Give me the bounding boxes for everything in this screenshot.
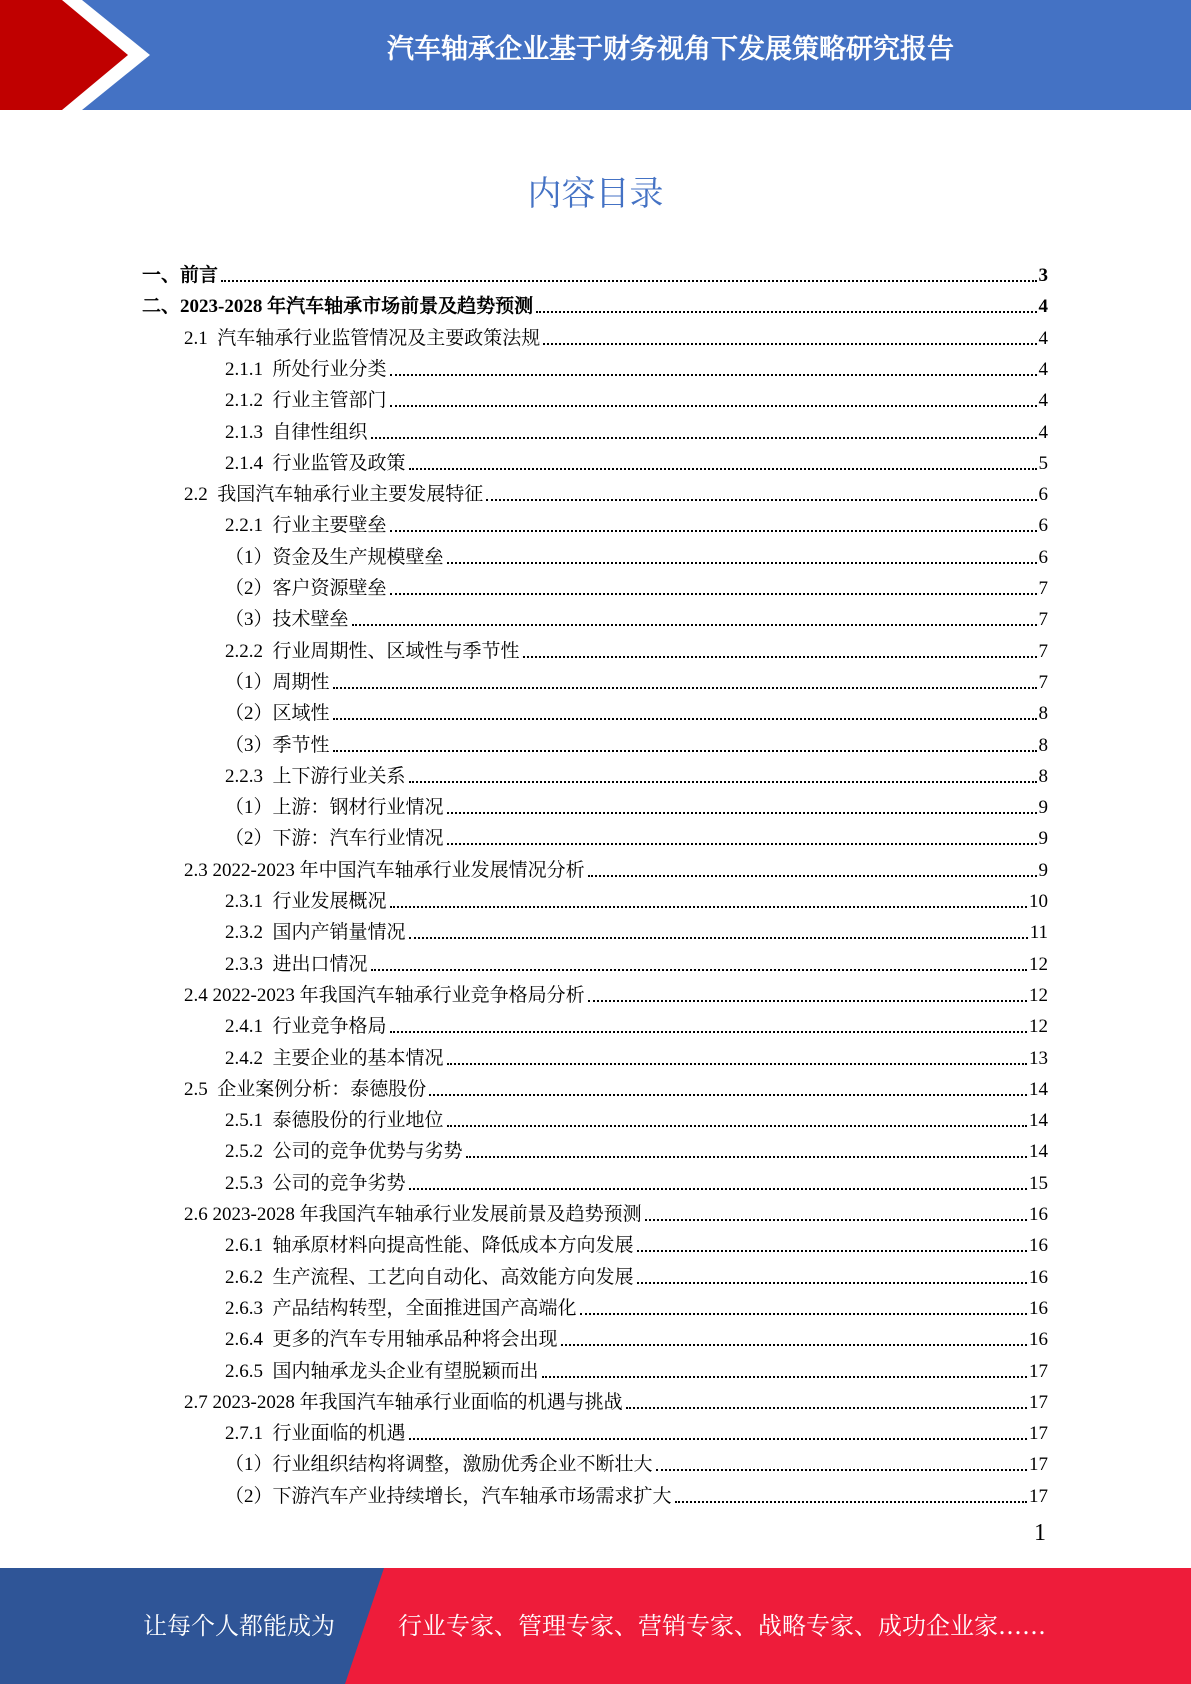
toc-dot-leader [561, 1344, 1027, 1346]
toc-dot-leader [543, 343, 1036, 345]
toc-entry[interactable] [184, 319, 1048, 350]
toc-entry-title: （1）资金及生产规模壁垒 [225, 546, 444, 568]
footer-slogan-right: 行业专家、管理专家、营销专家、战略专家、成功企业家…… [398, 1612, 1046, 1640]
toc-entry-title: 2.5.3 公司的竞争劣势 [225, 1172, 406, 1194]
toc-entry-page: 8 [1038, 765, 1048, 787]
toc-entry-page: 8 [1038, 734, 1048, 756]
toc-entry-title: 2.6.2 生产流程、工艺向自动化、高效能方向发展 [225, 1266, 634, 1288]
toc-dot-leader [645, 1219, 1027, 1221]
toc-dot-leader [409, 1188, 1027, 1190]
toc-entry-title: （1）周期性 [225, 671, 330, 693]
toc-dot-leader [637, 1282, 1027, 1284]
toc-entry[interactable] [225, 882, 1048, 913]
toc-entry-page: 7 [1038, 609, 1048, 631]
toc-entry-page: 17 [1029, 1454, 1048, 1476]
toc-entry-title: 2.6 2023-2028 年我国汽车轴承行业发展前景及趋势预测 [184, 1204, 642, 1225]
toc-entry-page: 4 [1038, 327, 1048, 349]
toc-dot-leader [409, 468, 1037, 470]
toc-entry[interactable] [225, 1226, 1048, 1257]
toc-entry-title: 2.2.3 上下游行业关系 [225, 765, 406, 787]
toc-entry[interactable] [225, 1445, 1048, 1476]
header-title: 汽车轴承企业基于财务视角下发展策略研究报告 [387, 34, 954, 65]
toc-entry-page: 16 [1029, 1204, 1048, 1225]
toc-entry[interactable] [225, 1258, 1048, 1289]
toc-dot-leader [542, 1376, 1027, 1378]
page-number: 1 [1034, 1520, 1046, 1546]
toc-entry-title: （3）技术壁垒 [225, 609, 349, 631]
toc-dot-leader [390, 374, 1037, 376]
toc-entry[interactable] [225, 381, 1048, 412]
toc-entry[interactable] [225, 694, 1048, 725]
toc-entry[interactable] [225, 413, 1048, 444]
toc-dot-leader [447, 812, 1037, 814]
toc-entry-page: 16 [1029, 1266, 1048, 1288]
toc-entry-title: 2.6.5 国内轴承龙头企业有望脱颖而出 [225, 1360, 539, 1382]
toc-entry-page: 9 [1038, 859, 1048, 881]
toc-dot-leader [409, 781, 1037, 783]
toc-dot-leader [371, 969, 1027, 971]
toc-entry[interactable] [225, 1289, 1048, 1320]
toc-entry-title: 2.1.1 所处行业分类 [225, 358, 387, 380]
toc-entry[interactable] [184, 1383, 1048, 1414]
toc-heading: 内容目录 [527, 174, 664, 214]
toc-entry-title: 2.5.2 公司的竞争优势与劣势 [225, 1141, 463, 1163]
toc-entry-title: （2）下游：汽车行业情况 [225, 828, 444, 850]
toc-entry-title: 2.3 2022-2023 年中国汽车轴承行业发展情况分析 [184, 859, 585, 881]
toc-entry-page: 8 [1038, 703, 1048, 725]
toc-entry[interactable] [225, 726, 1048, 757]
toc-dot-leader [486, 499, 1036, 501]
toc-entry-page: 6 [1038, 484, 1048, 506]
toc-entry-page: 6 [1038, 546, 1048, 568]
toc-entry-page: 12 [1029, 984, 1048, 1006]
toc-entry-page: 15 [1029, 1172, 1048, 1194]
toc-entry-title: （2）区域性 [225, 703, 330, 725]
toc-entry[interactable] [225, 1132, 1048, 1163]
toc-dot-leader [447, 843, 1037, 845]
toc-entry[interactable] [184, 851, 1048, 882]
toc-entry-title: 2.6.4 更多的汽车专用轴承品种将会出现 [225, 1329, 558, 1351]
toc-dot-leader [447, 1063, 1027, 1065]
toc-entry[interactable] [225, 632, 1048, 663]
toc-entry-title: 一、前言 [142, 265, 219, 286]
toc-entry[interactable] [142, 256, 1048, 287]
toc-entry-page: 17 [1029, 1423, 1048, 1445]
toc-entry-page: 16 [1029, 1235, 1048, 1257]
toc-entry-title: 2.4 2022-2023 年我国汽车轴承行业竞争格局分析 [184, 984, 585, 1006]
toc-entry-page: 11 [1029, 922, 1048, 944]
toc-entry-title: 2.1.2 行业主管部门 [225, 390, 387, 412]
footer-slogan-left: 让每个人都能成为 [143, 1612, 335, 1640]
toc-entry[interactable] [225, 1320, 1048, 1351]
toc-entry[interactable] [225, 350, 1048, 381]
toc-entry-page: 4 [1038, 296, 1048, 318]
toc-dot-leader [523, 656, 1037, 658]
toc-entry-page: 3 [1038, 265, 1048, 286]
toc-entry[interactable] [225, 945, 1048, 976]
toc-entry-page: 9 [1038, 797, 1048, 819]
toc-entry-title: 2.3.2 国内产销量情况 [225, 922, 406, 944]
toc-dot-leader [626, 1407, 1027, 1409]
toc-entry-page: 7 [1038, 671, 1048, 693]
toc-entry-page: 14 [1029, 1141, 1048, 1163]
toc-entry[interactable] [184, 475, 1048, 506]
toc-entry[interactable] [225, 1101, 1048, 1132]
toc-entry-title: 2.1.3 自律性组织 [225, 421, 368, 443]
page-footer [0, 1568, 1191, 1684]
toc-entry-title: 二、2023-2028 年汽车轴承市场前景及趋势预测 [142, 296, 534, 318]
toc-entry[interactable] [225, 913, 1048, 944]
toc-entry[interactable] [225, 819, 1048, 850]
toc-entry-page: 12 [1029, 953, 1048, 975]
toc-dot-leader [656, 1469, 1027, 1471]
toc-dot-leader [429, 1094, 1027, 1096]
toc-entry-title: 2.2 我国汽车轴承行业主要发展特征 [184, 484, 484, 506]
toc-entry-title: 2.2.1 行业主要壁垒 [225, 515, 387, 537]
toc-entry-page: 16 [1029, 1297, 1048, 1319]
toc-dot-leader [333, 718, 1037, 720]
toc-dot-leader [447, 1125, 1027, 1127]
toc-dot-leader [371, 437, 1037, 439]
toc-entry-title: （2）下游汽车产业持续增长，汽车轴承市场需求扩大 [225, 1485, 672, 1507]
toc-entry-title: 2.4.2 主要企业的基本情况 [225, 1047, 444, 1069]
toc-entry-title: 2.7.1 行业面临的机遇 [225, 1423, 406, 1445]
toc-dot-leader [675, 1501, 1027, 1503]
toc-dot-leader [390, 906, 1027, 908]
toc-entry[interactable] [225, 1164, 1048, 1195]
toc-dot-leader [466, 1156, 1027, 1158]
toc-entry-title: 2.1.4 行业监管及政策 [225, 452, 406, 474]
toc-entry-title: （1）上游：钢材行业情况 [225, 797, 444, 819]
toc-dot-leader [588, 875, 1037, 877]
toc-dot-leader [390, 1031, 1027, 1033]
toc-entry-page: 14 [1029, 1078, 1048, 1100]
toc-entry-page: 7 [1038, 640, 1048, 662]
toc-entry-page: 12 [1029, 1016, 1048, 1038]
page-header [0, 0, 1191, 110]
toc-dot-leader [221, 280, 1036, 282]
toc-entry-page: 4 [1038, 421, 1048, 443]
toc-entry-page: 7 [1038, 578, 1048, 599]
toc-entry-title: 2.7 2023-2028 年我国汽车轴承行业面临的机遇与挑战 [184, 1391, 623, 1413]
toc-entry-page: 13 [1029, 1047, 1048, 1069]
toc-dot-leader [588, 1000, 1027, 1002]
toc-entry[interactable] [184, 1070, 1048, 1101]
toc-entry-page: 10 [1029, 891, 1048, 912]
toc-dot-leader [333, 687, 1037, 689]
toc-entry-page: 4 [1038, 358, 1048, 380]
toc-entry[interactable] [225, 569, 1048, 600]
toc-entry-title: 2.4.1 行业竞争格局 [225, 1016, 387, 1038]
toc-entry-title: 2.5.1 泰德股份的行业地位 [225, 1110, 444, 1132]
toc-entry-page: 4 [1038, 390, 1048, 412]
toc-entry[interactable] [225, 1039, 1048, 1070]
toc-entry-title: 2.1 汽车轴承行业监管情况及主要政策法规 [184, 327, 541, 349]
toc-dot-leader [447, 562, 1037, 564]
toc-dot-leader [333, 750, 1037, 752]
toc-entry-title: 2.5 企业案例分析：泰德股份 [184, 1078, 427, 1100]
toc-entry[interactable] [225, 1007, 1048, 1038]
toc-dot-leader [390, 405, 1037, 407]
toc-dot-leader [580, 1313, 1027, 1315]
toc-entry-title: 2.3.1 行业发展概况 [225, 891, 387, 912]
toc-entry[interactable] [225, 1352, 1048, 1383]
toc-entry-title: 2.2.2 行业周期性、区域性与季节性 [225, 640, 520, 662]
toc-entry[interactable] [225, 444, 1048, 475]
toc-entry[interactable] [225, 1414, 1048, 1445]
toc-dot-leader [409, 937, 1028, 939]
toc-dot-leader [390, 593, 1037, 595]
toc-entry[interactable] [225, 757, 1048, 788]
toc-entry-page: 14 [1029, 1110, 1048, 1132]
toc-entry[interactable] [225, 538, 1048, 569]
toc-entry-title: （2）客户资源壁垒 [225, 578, 387, 599]
toc-dot-leader [409, 1438, 1027, 1440]
toc-entry-title: 2.6.3 产品结构转型，全面推进国产高端化 [225, 1297, 577, 1319]
toc-entry-page: 16 [1029, 1329, 1048, 1351]
toc-entry-page: 5 [1038, 452, 1048, 474]
toc-entry[interactable] [142, 287, 1048, 318]
toc-entry-page: 9 [1038, 828, 1048, 850]
toc-entry-page: 6 [1038, 515, 1048, 537]
toc-dot-leader [637, 1250, 1027, 1252]
toc-entry-title: 2.6.1 轴承原材料向提高性能、降低成本方向发展 [225, 1235, 634, 1257]
toc-entry-title: （1）行业组织结构将调整，激励优秀企业不断壮大 [225, 1454, 653, 1476]
toc-dot-leader [390, 530, 1037, 532]
toc-entry[interactable] [225, 506, 1048, 537]
toc-entry-page: 17 [1029, 1485, 1048, 1507]
toc-entry-page: 17 [1029, 1391, 1048, 1413]
toc-dot-leader [536, 311, 1036, 313]
toc-entry[interactable] [225, 788, 1048, 819]
toc-entry[interactable] [184, 1195, 1048, 1226]
toc-dot-leader [352, 624, 1037, 626]
toc-entry-title: 2.3.3 进出口情况 [225, 953, 368, 975]
toc-entry[interactable] [225, 663, 1048, 694]
toc-entry[interactable] [225, 1477, 1048, 1508]
toc-entry-page: 17 [1029, 1360, 1048, 1382]
toc-entry-title: （3）季节性 [225, 734, 330, 756]
toc-entry[interactable] [225, 600, 1048, 631]
toc-entry[interactable] [184, 976, 1048, 1007]
